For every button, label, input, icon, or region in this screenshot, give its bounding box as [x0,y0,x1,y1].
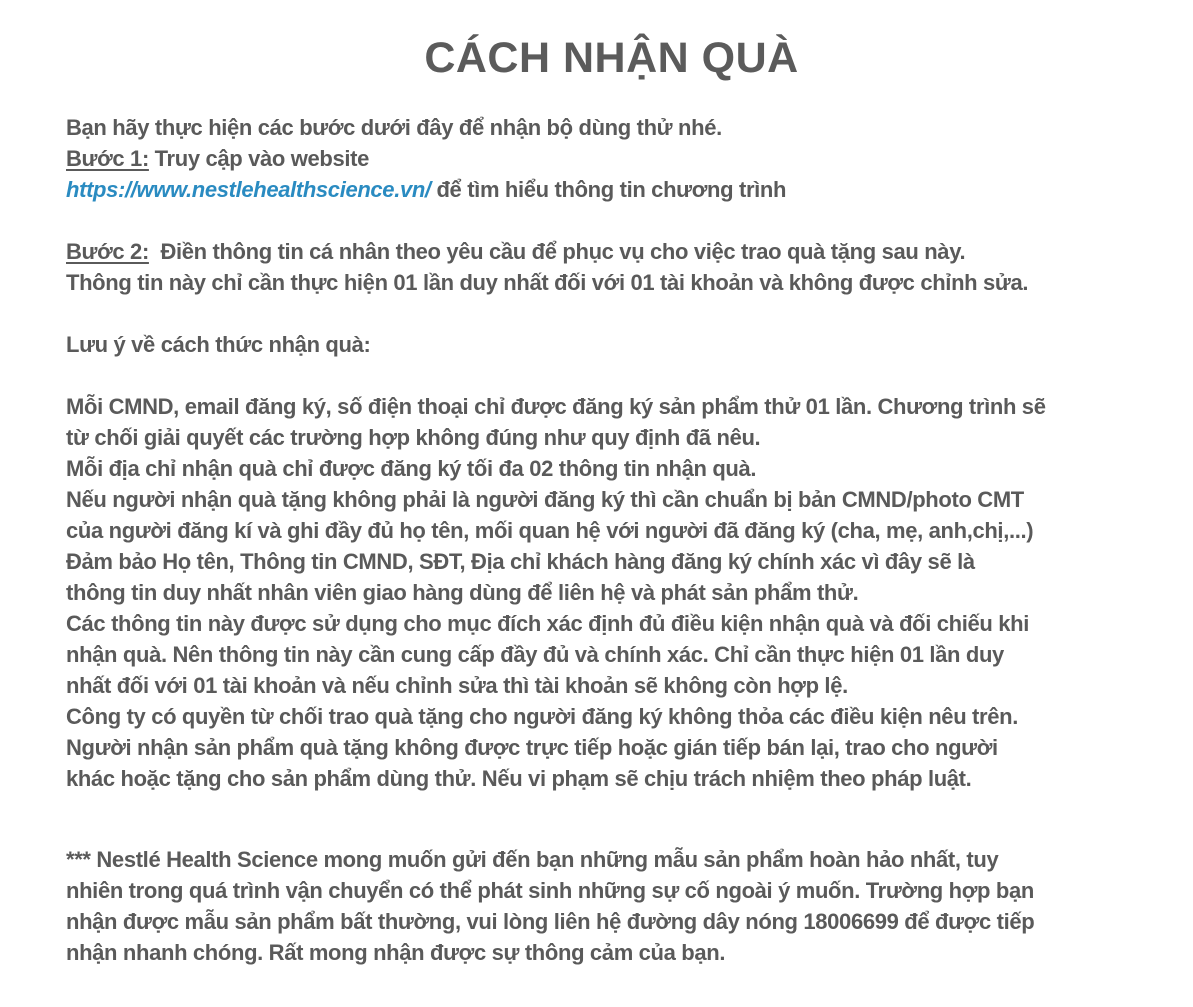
spacer [66,298,1136,329]
note-line: Mỗi CMND, email đăng ký, số điện thoại chỉ được đăng ký sản phẩm thử 01 lần. Chương trình sẽ [66,394,1046,419]
spacer [66,205,1136,236]
footnote-line: nhận được mẫu sản phẩm bất thường, vui lòng liên hệ đường dây nóng 18006699 để được tiếp [66,909,1035,934]
note-line: Đảm bảo Họ tên, Thông tin CMND, SĐT, Địa chỉ khách hàng đăng ký chính xác vì đây sẽ là [66,549,975,574]
step-2-line-1: Điền thông tin cá nhân theo yêu cầu để phục vụ cho việc trao quà tặng sau này. [148,239,966,264]
spacer [66,360,1136,391]
note-line: khác hoặc tặng cho sản phẩm dùng thử. Nếu vi phạm sẽ chịu trách nhiệm theo pháp luật. [66,766,972,791]
step-2 [66,236,1136,267]
website-link[interactable]: https://www.nestlehealthscience.vn/ [66,177,431,202]
footnote-line: nhận nhanh chóng. Rất mong nhận được sự thông cảm của bạn. [66,940,726,965]
step-1-text: Truy cập vào website [148,146,369,171]
note-line: thông tin duy nhất nhân viên giao hàng dùng để liên hệ và phát sản phẩm thử. [66,580,859,605]
step-1-after-link: để tìm hiểu thông tin chương trình [430,177,787,202]
notes-heading: Lưu ý về cách thức nhận quà: [66,332,371,357]
intro-text: Bạn hãy thực hiện các bước dưới đây để nhận bộ dùng thử nhé. [66,115,722,140]
step-2-line-2: Thông tin này chỉ cần thực hiện 01 lần duy nhất đối với 01 tài khoản và không được chỉnh sửa. [66,270,1029,295]
step-1-link-line [66,174,1136,205]
step-1 [66,143,1136,174]
page-title: CÁCH NHẬN QUÀ [424,34,799,82]
note-line: nhận quà. Nên thông tin này cần cung cấp đầy đủ và chính xác. Chỉ cần thực hiện 01 lần duy [66,642,1004,667]
note-line: Mỗi địa chỉ nhận quà chỉ được đăng ký tối đa 02 thông tin nhận quà. [66,456,757,481]
footnote-line: nhiên trong quá trình vận chuyển có thể phát sinh những sự cố ngoài ý muốn. Trường hợp bạn [66,878,1034,903]
note-line: Người nhận sản phẩm quà tặng không được trực tiếp hoặc gián tiếp bán lại, trao cho người [66,735,998,760]
note-line: của người đăng kí và ghi đầy đủ họ tên, mối quan hệ với người đã đăng ký (cha, mẹ, anh,chị,...) [66,518,1034,543]
step-1-label: Bước 1: [66,146,149,171]
note-line: Công ty có quyền từ chối trao quà tặng cho người đăng ký không thỏa các điều kiện nêu trên. [66,704,1018,729]
spacer [66,794,1136,844]
note-line: Các thông tin này được sử dụng cho mục đích xác định đủ điều kiện nhận quà và đối chiếu khi [66,611,1029,636]
note-line: Nếu người nhận quà tặng không phải là người đăng ký thì cần chuẩn bị bản CMND/photo CMT [66,487,1024,512]
note-line: nhất đối với 01 tài khoản và nếu chỉnh sửa thì tài khoản sẽ không còn hợp lệ. [66,673,848,698]
step-2-label: Bước 2: [66,239,149,264]
instructions-content [66,112,1136,968]
note-line: từ chối giải quyết các trường hợp không đúng như quy định đã nêu. [66,425,761,450]
footnote-line: *** Nestlé Health Science mong muốn gửi đến bạn những mẫu sản phẩm hoàn hảo nhất, tuy [66,847,999,872]
